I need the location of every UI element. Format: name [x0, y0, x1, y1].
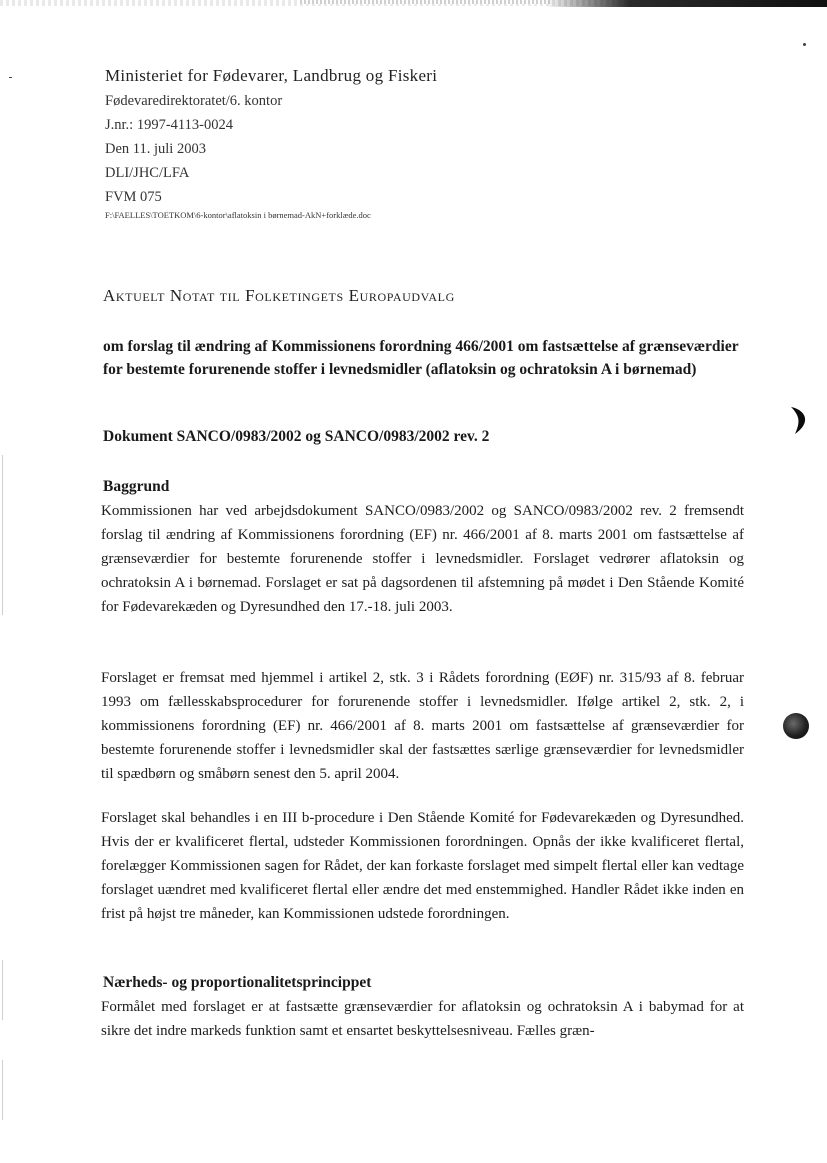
paragraph-background-3: Forslaget skal behandles i en III b-procedure i Den Stående Komité for Fødevarekæden og Dyresundhed. Hvis der er kvalificeret flertal, udsteder Kommissionen forordningen. Opnås der ikke kvalificeret flertal, forelægger Kommissionen sagen for Rådet, der kan forkaste forslaget med simpelt flertal eller kan vedtage forslaget uændret med kvalificeret flertal eller ændre det med enstemmighed. Handler Rådet ikke inden en frist på højst tre måneder, kan Kommissionen udstede forordningen.	[101, 810, 744, 922]
department: Fødevaredirektoratet/6. kontor	[105, 93, 283, 109]
paragraph-principle-1: Formålet med forslaget er at fastsætte grænseværdier for aflatoksin og ochratoksin A i babymad for at sikre det indre markeds funktion samt et ensartet beskyttelsesniveau. Fælles græn-	[101, 999, 744, 1039]
document-reference: Dokument SANCO/0983/2002 og SANCO/0983/2002 rev. 2	[103, 428, 490, 445]
subject-line: om forslag til ændring af Kommissionens forordning 466/2001 om fastsættelse af grænseværdier for bestemte forurenende stoffer i levnedsmidler (aflatoksin og ochratoksin A i børnemad)	[103, 338, 739, 378]
section-heading-principle: Nærheds- og proportionalitetsprincippet	[103, 974, 372, 991]
paragraph-background-1: Kommissionen har ved arbejdsdokument SANCO/0983/2002 og SANCO/0983/2002 rev. 2 fremsendt forslag til ændring af Kommissionens forordning (EF) nr. 466/2001 af 8. marts 2001 om fastsættelse af grænseværdier for bestemte forurenende stoffer i levnedsmidler. Forslaget vedrører aflatoksin og ochratoksin A i børnemad. Forslaget er sat på dagsordenen til afstemning på mødet i Den Stående Komité for Fødevarekæden og Dyresundhed den 17.-18. juli 2003.	[101, 503, 744, 615]
scan-margin-line	[2, 455, 3, 615]
section-heading-background: Baggrund	[103, 478, 170, 495]
paragraph-background-2: Forslaget er fremsat med hjemmel i artikel 2, stk. 3 i Rådets forordning (EØF) nr. 315/93 af 8. februar 1993 om fællesskabsprocedurer for forurenende stoffer i levnedsmidler. Ifølge artikel 2, stk. 2, i kommissionens forordning (EF) nr. 466/2001 af 8. marts 2001 om fastsættelse af grænseværdier for bestemte forurenende stoffer i levnedsmidler skal der fastsættes særlige grænseværdier for levnedsmidler til spædbørn og småbørn senest den 5. april 2004.	[101, 670, 744, 782]
scan-speck	[9, 77, 12, 78]
file-path: F:\FAELLES\TOETKOM\6-kontor\aflatoksin i børnemad-AkN+forklæde.doc	[105, 210, 371, 220]
punch-hole-mark	[789, 405, 807, 435]
document-title: Aktuelt Notat til Folketingets Europaudvalg	[103, 286, 455, 305]
document-date: Den 11. juli 2003	[105, 141, 206, 157]
scan-edge-noise-mid	[300, 0, 550, 4]
punch-hole-dot	[783, 713, 809, 739]
scan-edge-shadow	[545, 0, 827, 7]
author-initials: DLI/JHC/LFA	[105, 165, 190, 181]
journal-number: J.nr.: 1997-4113-0024	[105, 117, 233, 133]
letterhead	[105, 66, 437, 220]
scan-margin-line	[2, 960, 3, 1020]
reference-code: FVM 075	[105, 189, 162, 205]
ministry-name: Ministeriet for Fødevarer, Landbrug og Fiskeri	[105, 66, 438, 85]
scan-speck	[803, 43, 806, 46]
scan-margin-line	[2, 1060, 3, 1120]
